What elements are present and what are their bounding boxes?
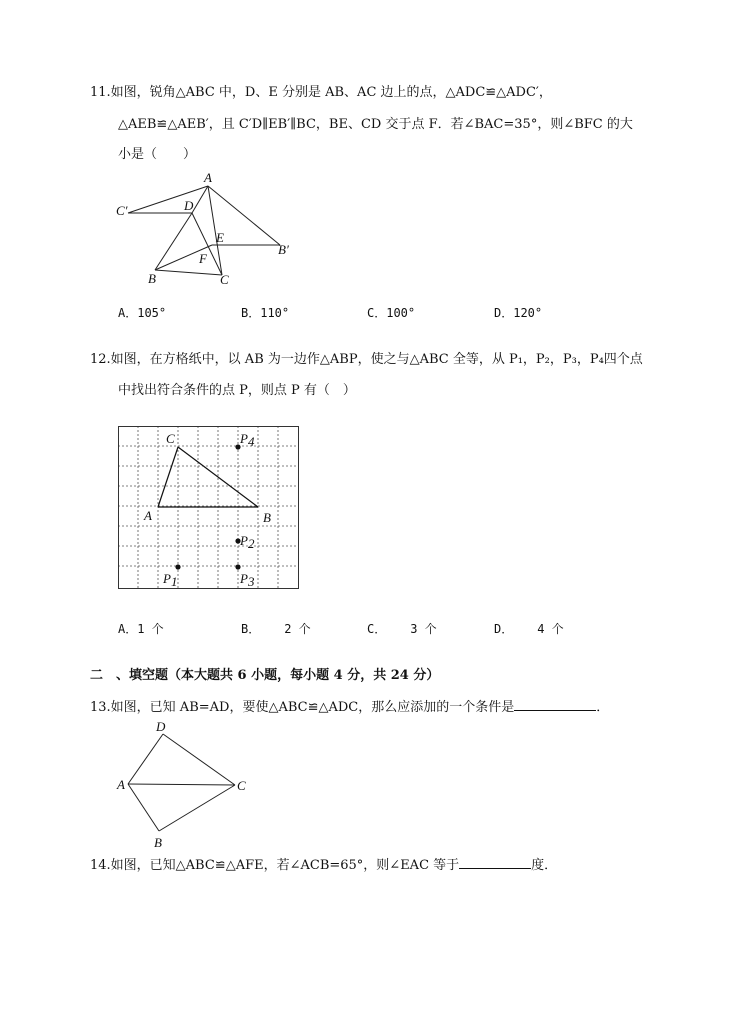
q11-option-c: C．100° xyxy=(367,306,416,320)
q11-label-Bprime: B′ xyxy=(278,242,289,257)
q11-label-D: D xyxy=(184,198,194,213)
q11-option-d: D．120° xyxy=(494,306,543,320)
q11-line2: △AEB≌△AEB′，且 C′D∥EB′∥BC，BE、CD 交于点 F．若∠BAC=35°，则∠BFC 的大 xyxy=(118,117,633,132)
q12-label-P1: P1 xyxy=(163,571,178,589)
q11-option-b: B．110° xyxy=(241,306,290,320)
q11-label-A: A xyxy=(204,170,212,185)
p1-point xyxy=(175,564,180,569)
q13-line: 13.如图，已知 AB=AD，要使△ABC≌△ADC，那么应添加的一个条件是 ． xyxy=(90,700,610,715)
q12-option-a: A．1 个 xyxy=(118,622,164,636)
q12-grid-figure xyxy=(118,426,300,590)
q14-answer-blank[interactable] xyxy=(459,856,531,869)
q12-label-A: A xyxy=(144,508,152,523)
q13-label-D: D xyxy=(156,719,166,734)
q11-label-B: B xyxy=(148,271,156,286)
q11-label-F: F xyxy=(199,251,207,266)
q12-label-P4: P4 xyxy=(240,431,255,449)
q13-label-C: C xyxy=(237,778,246,793)
q11-label-E: E xyxy=(216,230,224,245)
q12-option-d: D． 4 个 xyxy=(494,622,564,636)
q13-figure xyxy=(115,718,255,853)
p3-point xyxy=(235,564,240,569)
q11-label-C: C xyxy=(220,272,229,287)
q14-line: 14.如图，已知△ABC≌△AFE，若∠ACB=65°，则∠EAC 等于 度． xyxy=(90,858,558,873)
q13-label-B: B xyxy=(154,835,162,850)
q12-label-P2: P2 xyxy=(240,533,255,551)
q11-line3: 小是（ ） xyxy=(118,147,197,162)
section-heading: 二 、填空题（本大题共 6 小题，每小题 4 分，共 24 分） xyxy=(90,668,440,683)
q13-label-A: A xyxy=(117,777,125,792)
q11-line1: 11.如图，锐角△ABC 中，D、E 分别是 AB、AC 边上的点，△ADC≌△ADC′， xyxy=(90,85,552,100)
q12-option-b: B． 2 个 xyxy=(241,622,311,636)
q12-option-c: C． 3 个 xyxy=(367,622,437,636)
q12-label-B: B xyxy=(263,510,271,525)
q11-label-Cprime: C′ xyxy=(116,203,128,218)
q11-option-a: A．105° xyxy=(118,306,167,320)
q12-label-C: C xyxy=(166,431,175,446)
q13-answer-blank[interactable] xyxy=(514,698,596,711)
q11-figure xyxy=(110,170,310,290)
q12-line1: 12.如图，在方格纸中，以 AB 为一边作△ABP，使之与△ABC 全等，从 P₁，P₂，P₃，P₄四个点 xyxy=(90,352,643,367)
q12-line2: 中找出符合条件的点 P，则点 P 有（ ） xyxy=(118,383,356,398)
q12-label-P3: P3 xyxy=(240,571,255,589)
